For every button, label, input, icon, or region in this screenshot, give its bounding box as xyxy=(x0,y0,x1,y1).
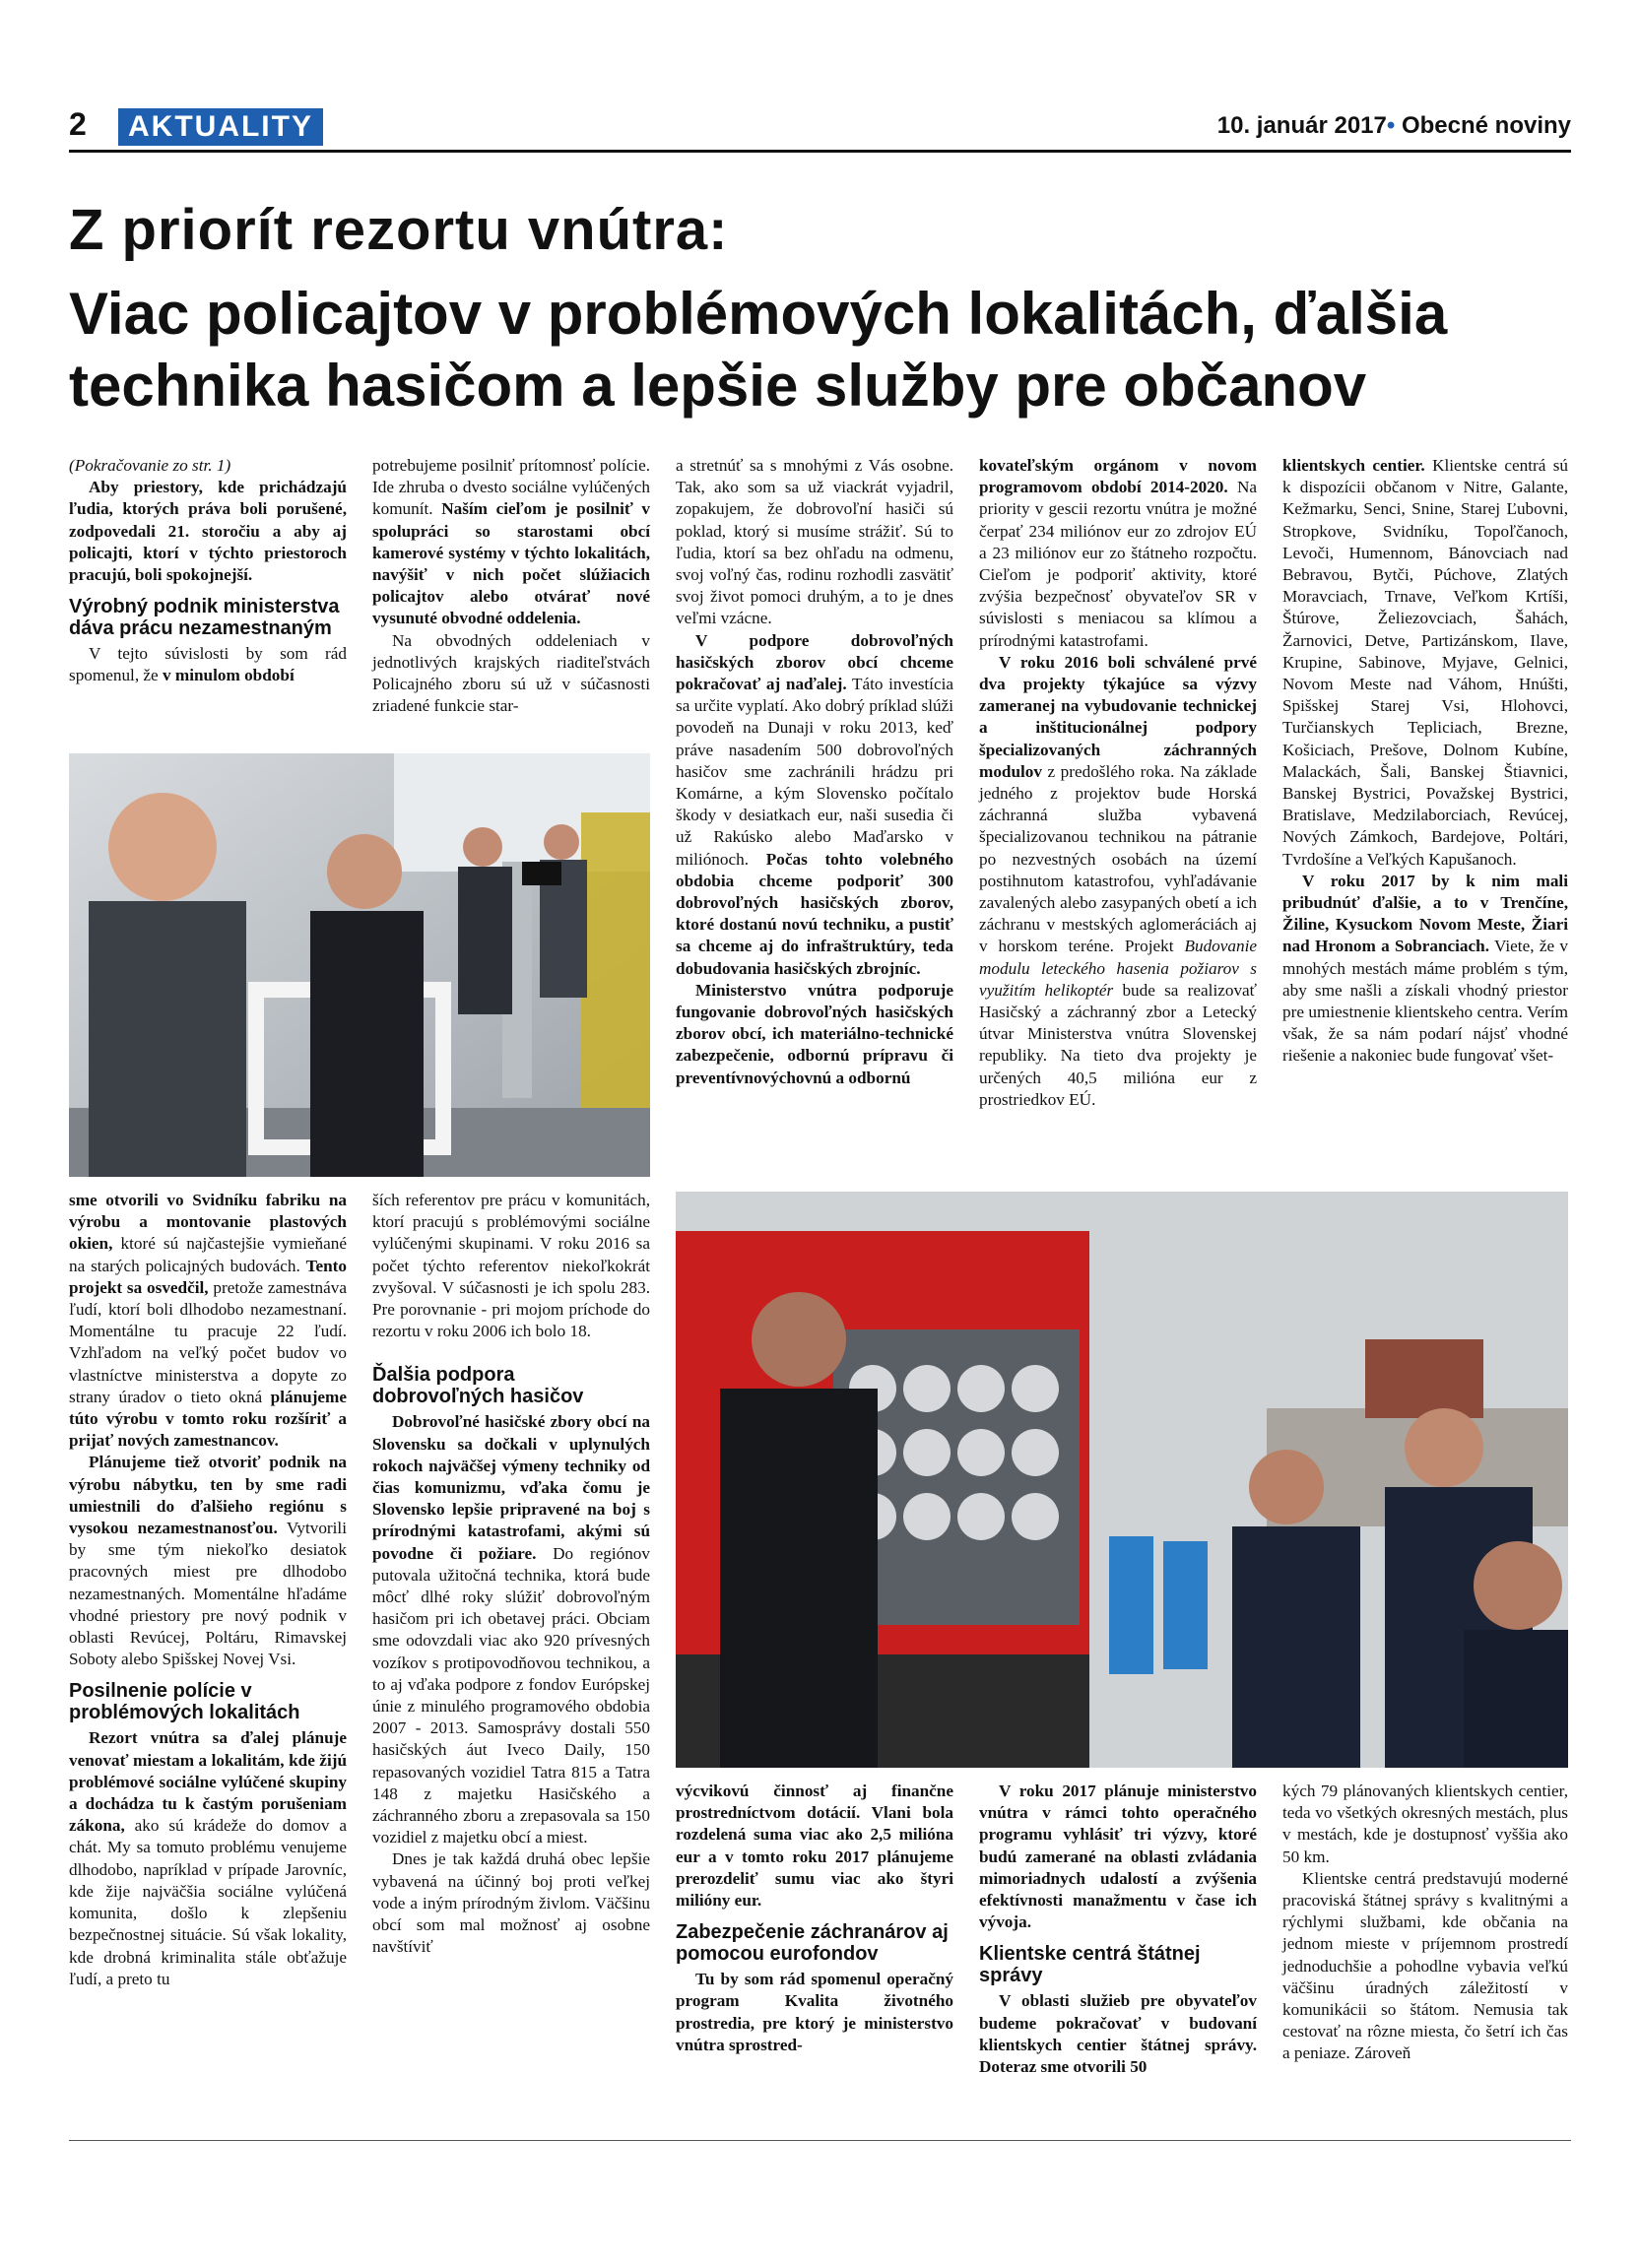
column-2-bottom: ších referentov pre prácu v komunitách, ktorí pracujú s problémovými sociálne vylúčenými skupinami. V roku 2016 sa počet týchto referentov niekoľkokrát zvyšoval. V súčasnosti je ich spolu 283. Pre porovnanie - pri mojom príchode do rezortu v roku 2006 ich bolo 18. Ďalšia podpora dobrovoľných hasičov Dobrovoľné hasičské zbory obcí na Slovensku sa dočkali v uplynulých rokoch najväčšej výmeny techniky od čias komunizmu, vďaka čomu je Slovensko lepšie pripravené na boj s prírodnými katastrofami, akými sú povodne či požiare. Do regiónov putovala užitočná technika, ktorá bude môcť dlhé roky slúžiť dobrovoľným hasičom pri ich obetavej práci. Obciam sme odovzdali viac ako 920 prívesných vozíkov s protipovodňovou technikou, a to aj vďaka podpore z fondov Európskej únie z minulého programového obdobia 2007 - 2013. Samosprávy dostali 550 hasičských áut Iveco Daily, 150 repasovaných vozidiel Tatra 815 a Tatra 148 z majetku Hasičského a záchranného zboru a zrepasovala sa 150 vozidiel z majetku obcí a miest. Dnes je tak každá druhá obec lepšie vybavená na účinný boj proti veľkej vode a iným prírodným živlom. Väčšinu obcí som mal možnosť aj osobne navštíviť xyxy=(372,1191,650,1957)
header-rule xyxy=(69,150,1571,153)
paper-name: Obecné noviny xyxy=(1401,112,1571,139)
column-1-top: (Pokračovanie zo str. 1) Aby priestory, kde prichádzajú ľudia, ktorých práva boli porušené, zodpovedali 21. storočiu a aby aj policajti, ktorí v týchto priestoroch pracujú, boli spokojnejší. Výrobný podnik ministerstva dáva prácu nezamestnaným V tejto súvislosti by som rád spomenul, že v minulom období xyxy=(69,456,347,685)
column-1-bottom: sme otvorili vo Svidníku fabriku na výrobu a montovanie plastových okien, ktoré sú najčastejšie vymieňané na starých policajných budovách. Tento projekt sa osvedčil, pretože zamestnáva ľudí, ktorí boli dlhodobo nezamestnaní. Momentálne tu pracuje 22 ľudí. Vzhľadom na veľký počet budov vo vlastníctve ministerstva a dopyte zo strany úradov o tieto okná plánujeme túto výrobu v tomto roku rozšíriť a prijať nových zamestnancov. Plánujeme tiež otvoriť podnik na výrobu nábytku, ten by sme radi umiestnili do ďalšieho regiónu s vysokou nezamestnanosťou. Vytvorili by sme tým niekoľko desiatok pracovných miest pre dlhodobo nezamestnaných. Momentálne hľadáme vhodné priestory pre nový podnik v oblasti Revúcej, Poltáru, Rimavskej Soboty alebo Spišskej Novej Vsi. Posilnenie polície v problémových lokalitách Rezort vnútra sa ďalej plánuje venovať miestam a lokalitám, kde žijú problémové sociálne vylúčené skupiny a dochádza tu k častým porušeniam zákona, ako sú krádeže do domov a chát. My sa tomuto problému venujeme dlhodobo, napríklad v prípade Jarovníc, kde žije najväčšia sociálne vylúčená komunita, došlo k zlepšeniu bezpečnostnej situácie. Sú však lokality, kde drobná kriminalita stále obťažuje ľudí, a preto tu xyxy=(69,1191,347,1988)
page-header xyxy=(69,106,1571,150)
subheading: Posilnenie polície v problémových lokalitách xyxy=(69,1680,300,1724)
kicker: Z priorít rezortu vnútra: xyxy=(69,198,729,262)
firefighters-photo-image xyxy=(676,1192,1568,1768)
column-5-top: klientskych centier. Klientske centrá sú k dispozícii občanom v Nitre, Galante, Kežmarku, Senci, Snine, Starej Ľubovni, Stropkove, Svidníku, Topoľčanoch, Levoči, Humennom, Bánovciach nad Bebravou, Bytči, Púchove, Zlatých Moravciach, Trnave, Veľkom Krtíši, Štúrove, Želiezovciach, Šahách, Žarnovici, Detve, Partizánskom, Ilave, Krupine, Sabinove, Myjave, Gelnici, Novom Meste nad Váhom, Hnúšti, Spišskej Starej Vsi, Hlohovci, Turčianskych Tepliciach, Brezne, Košiciach, Prešove, Dolnom Kubíne, Malackách, Šali, Banskej Štiavnici, Banskej Bystrici, Považskej Bystrici, Bratislave, Medzilaborciach, Revúcej, Nových Zámkoch, Bardejove, Poltári, Tvrdošíne a Veľkých Kapušanoch. V roku 2017 by k nim mali pribudnúť ďalšie, a to v Trenčíne, Žiline, Kysuckom Novom Meste, Žiari nad Hronom a Sobranciach. Viete, že v mnohých mestách máme problém s tým, aby sme našli a získali vhodný priestor pre umiestnenie klientskeho centra. Verím však, že sa nám podarí nájsť vhodné riešenie a nakoniec bude fungovať všet- xyxy=(1282,456,1568,1066)
headline: Viac policajtov v problémových lokalitách, ďalšia technika hasičom a lepšie služby pre občanov xyxy=(69,281,1448,419)
column-4-top: kovateľským orgánom v novom programovom období 2014-2020. Na priority v gescii rezortu vnútra je možné čerpať 234 miliónov eur zo zdrojov EÚ a 23 miliónov eur zo štátneho rozpočtu. Cieľom je podporiť aktivity, ktoré zvýšia bezpečnosť obyvateľov SR v súvislosti s meniacou sa klímou a prírodnými katastrofami. V roku 2016 boli schválené prvé dva projekty týkajúce sa výzvy zameranej na vybudovanie technickej a inštitucionálnej podpory špecializovaných záchranných modulov z predošlého roka. Na základe jedného z projektov bude Horská záchranná služba vybavená špecializovanou technikou na pátranie po nezvestných osobách na území postihnutom katastrofou, vyhľadávanie zavalených alebo zasypaných obetí a ich záchranu v mestských aglomeráciách aj v horskom teréne. Projekt Budovanie modulu leteckého hasenia požiarov s využitím helikoptér bude sa realizovať Hasičský a záchranný zbor a Letecký útvar Ministerstva vnútra Slovenskej republiky. Na tieto dva projekty je určených 40,5 milióna eur z prostriedkov EÚ. xyxy=(979,456,1258,1109)
issue-date: 10. január 2017• Obecné noviny xyxy=(1216,112,1571,139)
factory-photo-image xyxy=(69,753,650,1177)
firefighters-photo xyxy=(676,1192,1568,1768)
subheading: Zabezpečenie záchranárov aj pomocou eurofondov xyxy=(676,1921,949,1966)
subheading: Klientske centrá štátnej správy xyxy=(979,1943,1201,1987)
column-5-bottom: kých 79 plánovaných klientskych centier, teda vo všetkých okresných mestách, plus v mestách, kde je dostupnosť vyššia ako 50 km. Klientske centrá predstavujú moderné pracoviská štátnej správy s kvalitnými a rýchlymi službami, kde občania na jednom mieste v príjemnom prostredí jednoduchšie a pohodlne vybavia veľkú väčšinu úradných záležitostí v komunikácii so štátom. Nemusia tak cestovať na rôzne miesta, čo šetrí ich čas a peniaze. Zároveň xyxy=(1282,1782,1568,2063)
column-4-bottom: V roku 2017 plánuje ministerstvo vnútra v rámci tohto operačného programu vyhlásiť tri výzvy, ktoré budú zamerané na oblasti zvládania mimoriadnych udalostí a zvýšenia efektívnosti manažmentu v čase ich vývoja. Klientske centrá štátnej správy V oblasti služieb pre obyvateľov budeme pokračovať v budovaní klientskych centier štátnej správy. Doteraz sme otvorili 50 xyxy=(979,1782,1257,2077)
subheading: Ďalšia podpora dobrovoľných hasičov xyxy=(372,1364,584,1408)
column-3-bottom: výcvikovú činnosť aj finančne prostredníctvom dotácií. Vlani bola rozdelená suma viac ako 2,5 milióna eur a v tomto roku 2017 plánujeme prerozdeliť sumu viac ako štyri milióny eur. Zabezpečenie záchranárov aj pomocou eurofondov Tu by som rád spomenul operačný program Kvalita životného prostredia, pre ktorý je ministerstvo vnútra sprostred- xyxy=(676,1782,953,2054)
column-3-top: a stretnúť sa s mnohými z Vás osobne. Tak, ako som sa už viackrát vyjadril, zopakujem, že dobrovoľní hasiči sú poklad, ktorý si musíme strážiť. Sú to ľudia, ktorí sa bez ohľadu na odmenu, svoj voľný čas, rodinu rozhodli zasvätiť svoj život pomoci druhým, a to je dnes veľmi vzácne. V podpore dobrovoľných hasičských zborov obcí chceme pokračovať aj naďalej. Táto investícia sa určite vyplatí. Ako dobrý príklad slúži povodeň na Dunaji v roku 2013, keď práve nasadením 500 dobrovoľných hasičov sme zachránili hrádzu pri Komárne, a kým Slovensko počítalo škody v desiatkach eur, naši susedia či už Rakúsko alebo Maďarsko v miliónoch. Počas tohto volebného obdobia chceme podporiť 300 dobrovoľných hasičských zborov, ktoré dostanú novú techniku, a pustiť sa chceme aj do infraštruktúry, teda dobudovania hasičských zbrojníc. Ministerstvo vnútra podporuje fungovanie dobrovoľných hasičských zborov obcí, ich materiálno-technické zabezpečenie, odbornú prípravu či preventívnovýchovnú a odbornú xyxy=(676,456,954,1087)
footer-rule xyxy=(69,2140,1571,2141)
page-number: 2 xyxy=(69,106,87,142)
continued-note: (Pokračovanie zo str. 1) xyxy=(69,456,231,475)
section-label: AKTUALITY xyxy=(118,108,323,146)
subheading: Výrobný podnik ministerstva dáva prácu nezamestnaným xyxy=(69,596,340,640)
column-2-top: potrebujeme posilniť prítomnosť polície. Ide zhruba o dvesto sociálne vylúčených komunít. Naším cieľom je posilniť v spolupráci so starostami obcí kamerové systémy v týchto lokalitách, navýšiť v nich počet slúžiacich policajtov alebo otvárať nové vysunuté obvodné oddelenia. Na obvodných oddeleniach v jednotlivých krajských riaditeľstvách Policajného zboru sú už v súčasnosti zriadené funkcie star- xyxy=(372,456,651,716)
factory-photo xyxy=(69,753,650,1177)
